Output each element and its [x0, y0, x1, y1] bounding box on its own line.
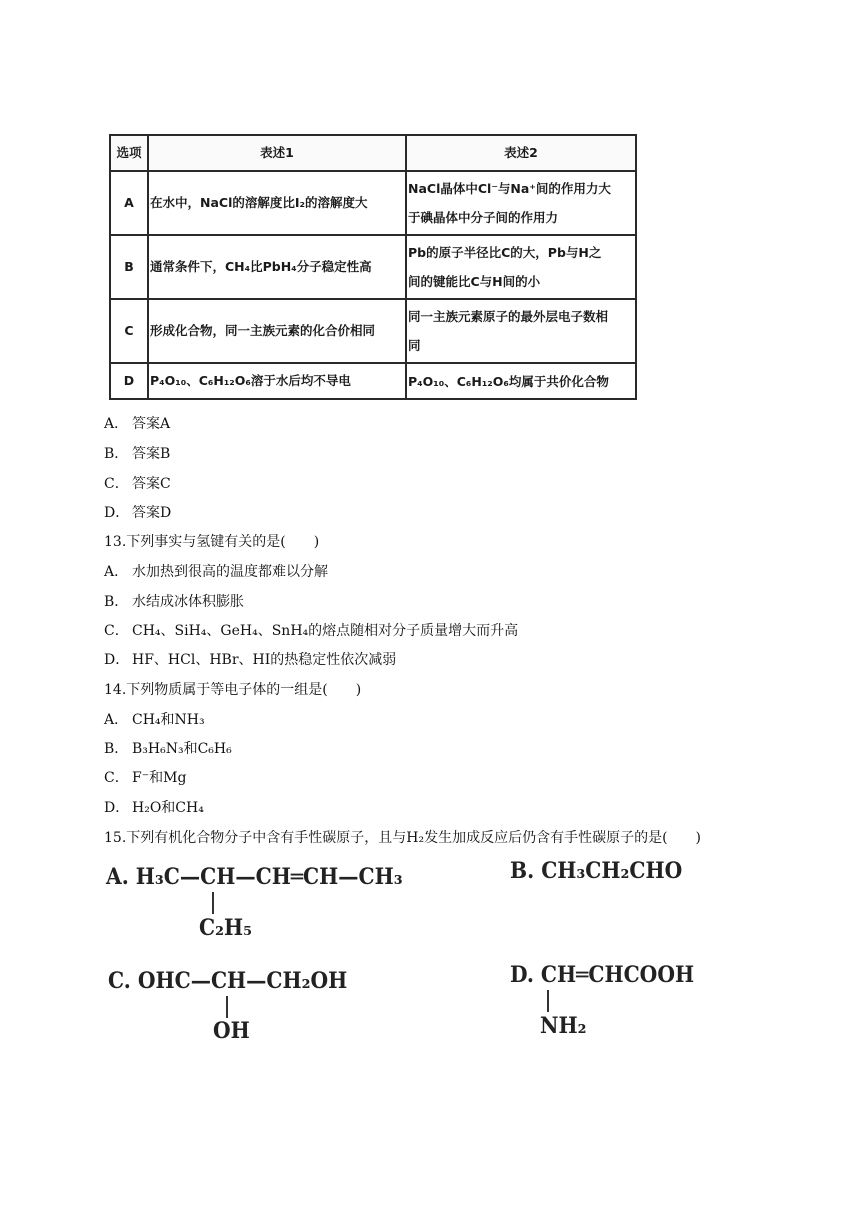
question-table: [109, 134, 637, 400]
row-statement-1: 在水中，NaCl的溶解度比I₂的溶解度大: [148, 171, 406, 235]
structure-d-main: D. CH═CHCOOH: [510, 962, 695, 988]
structure-b: B. CH₃CH₂CHO: [510, 858, 683, 884]
structure-a-bond: [212, 892, 214, 914]
statement-2-line-2: 于碘晶体中分子间的作用力: [408, 210, 559, 225]
row-statement-1: 形成化合物，同一主族元素的化合价相同: [148, 299, 406, 363]
header-statement-2: 表述2: [406, 135, 636, 171]
q12-option-d: D． 答案D: [104, 505, 172, 521]
structure-d-bond: [547, 990, 549, 1012]
row-option: B: [110, 235, 148, 299]
row-option: A: [110, 171, 148, 235]
structure-a-branch: C₂H₅: [199, 915, 252, 941]
q14-stem: 14.下列物质属于等电子体的一组是( ): [104, 682, 362, 698]
q13-option-c: C． CH₄、SiH₄、GeH₄、SnH₄的熔点随相对分子质量增大而升高: [104, 623, 519, 639]
structure-c-main: C. OHC—CH—CH₂OH: [108, 968, 348, 994]
structure-c-bond: [226, 996, 228, 1018]
row-option: D: [110, 363, 148, 399]
statement-2-line-1: 同一主族元素原子的最外层电子数相: [408, 309, 609, 324]
q15-stem: 15.下列有机化合物分子中含有手性碳原子，且与H₂发生加成反应后仍含有手性碳原子的是( ): [104, 830, 702, 846]
header-statement-1: 表述1: [148, 135, 406, 171]
q12-option-a: A． 答案A: [104, 416, 171, 432]
row-statement-2: [406, 171, 636, 235]
row-option: C: [110, 299, 148, 363]
q14-option-a: A． CH₄和NH₃: [104, 712, 205, 728]
row-statement-1: 通常条件下，CH₄比PbH₄分子稳定性高: [148, 235, 406, 299]
header-option: 选项: [110, 135, 148, 171]
table-row: [110, 235, 636, 299]
statement-2-line-2: 间的键能比C与H间的小: [408, 274, 541, 289]
statement-2-line-1: Pb的原子半径比C的大，Pb与H之: [408, 245, 602, 260]
q14-option-d: D． H₂O和CH₄: [104, 800, 204, 816]
table-row: [110, 363, 636, 399]
structure-c-branch: OH: [213, 1018, 250, 1044]
q12-option-c: C． 答案C: [104, 476, 171, 492]
row-statement-2: [406, 299, 636, 363]
statement-2-line-2: 同: [408, 338, 421, 353]
statement-2-line-1: NaCl晶体中Cl⁻与Na⁺间的作用力大: [408, 181, 611, 196]
q13-option-b: B． 水结成冰体积膨胀: [104, 594, 244, 610]
q13-option-d: D． HF、HCl、HBr、HI的热稳定性依次减弱: [104, 652, 397, 668]
q13-option-a: A． 水加热到很高的温度都难以分解: [104, 564, 328, 580]
q14-option-b: B． B₃H₆N₃和C₆H₆: [104, 741, 232, 757]
table-row: [110, 171, 636, 235]
structure-a-main: A. H₃C—CH—CH═CH—CH₃: [106, 864, 403, 890]
q14-option-c: C． F⁻和Mg: [104, 770, 187, 786]
table-row: [110, 299, 636, 363]
q13-stem: 13.下列事实与氢键有关的是( ): [104, 534, 320, 550]
row-statement-2: [406, 235, 636, 299]
q12-option-b: B． 答案B: [104, 446, 171, 462]
structure-d-branch: NH₂: [540, 1013, 587, 1039]
table-header-row: [110, 135, 636, 171]
row-statement-2: P₄O₁₀、C₆H₁₂O₆均属于共价化合物: [406, 363, 636, 399]
row-statement-1: P₄O₁₀、C₆H₁₂O₆溶于水后均不导电: [148, 363, 406, 399]
